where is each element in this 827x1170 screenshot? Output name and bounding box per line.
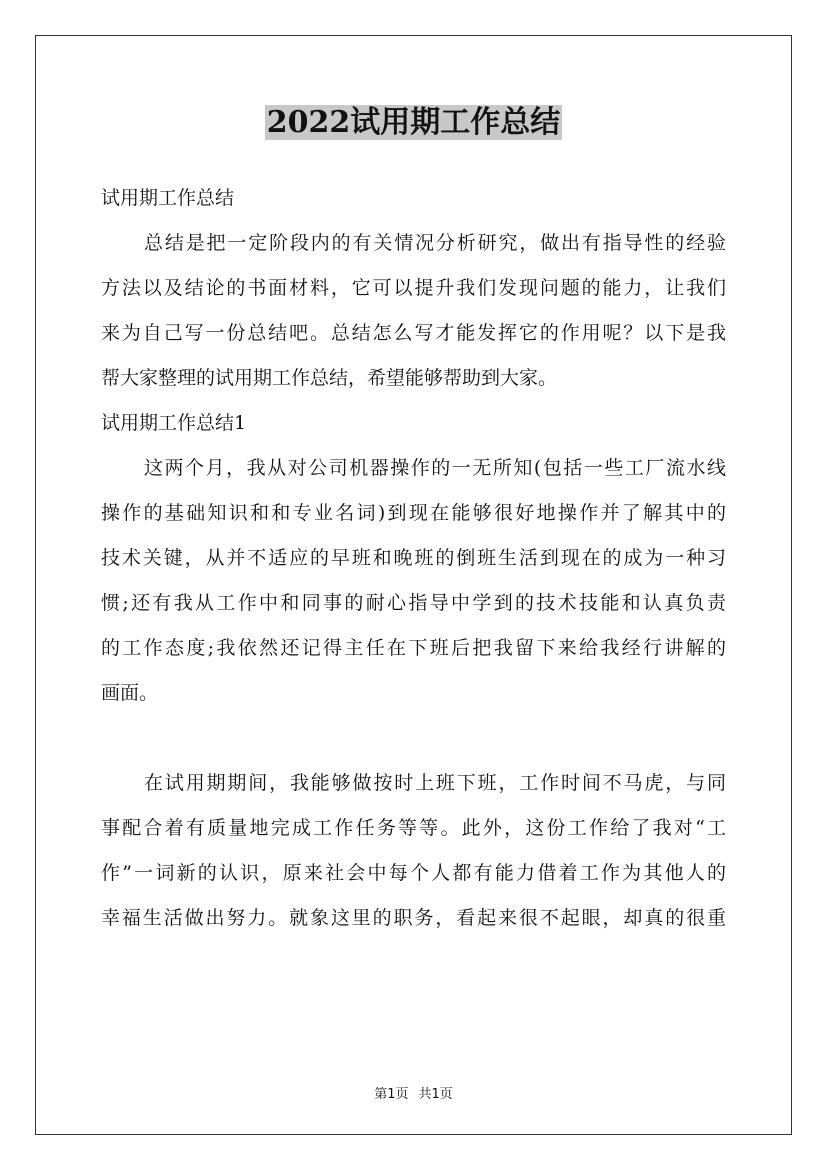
page-footer <box>0 1083 827 1102</box>
text-line-7: 这两个月，我从对公司机器操作的一无所知(包括一些工厂流水线 <box>144 457 726 479</box>
text-line-3: 方法以及结论的书面材料，它可以提升我们发现问题的能力，让我们 <box>101 277 726 299</box>
document-body <box>101 176 726 941</box>
text-line-11: 的工作态度;我依然还记得主任在下班后把我留下来给我经行讲解的 <box>101 637 726 659</box>
text-line-15: 事配合着有质量地完成工作任务等等。此外，这份工作给了我对“工 <box>101 817 726 839</box>
section-heading-1: 试用期工作总结1 <box>101 412 247 434</box>
text-line-2: 总结是把一定阶段内的有关情况分析研究，做出有指导性的经验 <box>144 232 726 254</box>
text-line-10: 惯;还有我从工作中和同事的耐心指导中学到的技术技能和认真负责 <box>101 592 726 614</box>
text-line-5: 帮大家整理的试用期工作总结，希望能够帮助到大家。 <box>101 367 558 389</box>
text-line-14: 在试用期期间，我能够做按时上班下班，工作时间不马虎，与同 <box>144 772 726 794</box>
text-line-4: 来为自己写一份总结吧。总结怎么写才能发挥它的作用呢？以下是我 <box>101 322 726 344</box>
text-line-8: 操作的基础知识和和专业名词)到现在能够很好地操作并了解其中的 <box>101 502 726 524</box>
text-line-1: 试用期工作总结 <box>101 187 235 209</box>
page-total: 共1页 <box>418 1087 453 1102</box>
text-line-17: 幸福生活做出努力。就象这里的职务，看起来很不起眼，却真的很重 <box>101 907 726 929</box>
text-line-16: 作”一词新的认识，原来社会中每个人都有能力借着工作为其他人的 <box>101 862 726 884</box>
document-title-text: 2022试用期工作总结 <box>266 105 561 140</box>
text-line-9: 技术关键，从并不适应的早班和晚班的倒班生活到现在的成为一种习 <box>101 547 726 569</box>
text-line-12: 画面。 <box>101 682 159 704</box>
document-title <box>0 103 827 143</box>
blank-line <box>101 716 726 761</box>
page-number: 第1页 <box>374 1087 409 1102</box>
